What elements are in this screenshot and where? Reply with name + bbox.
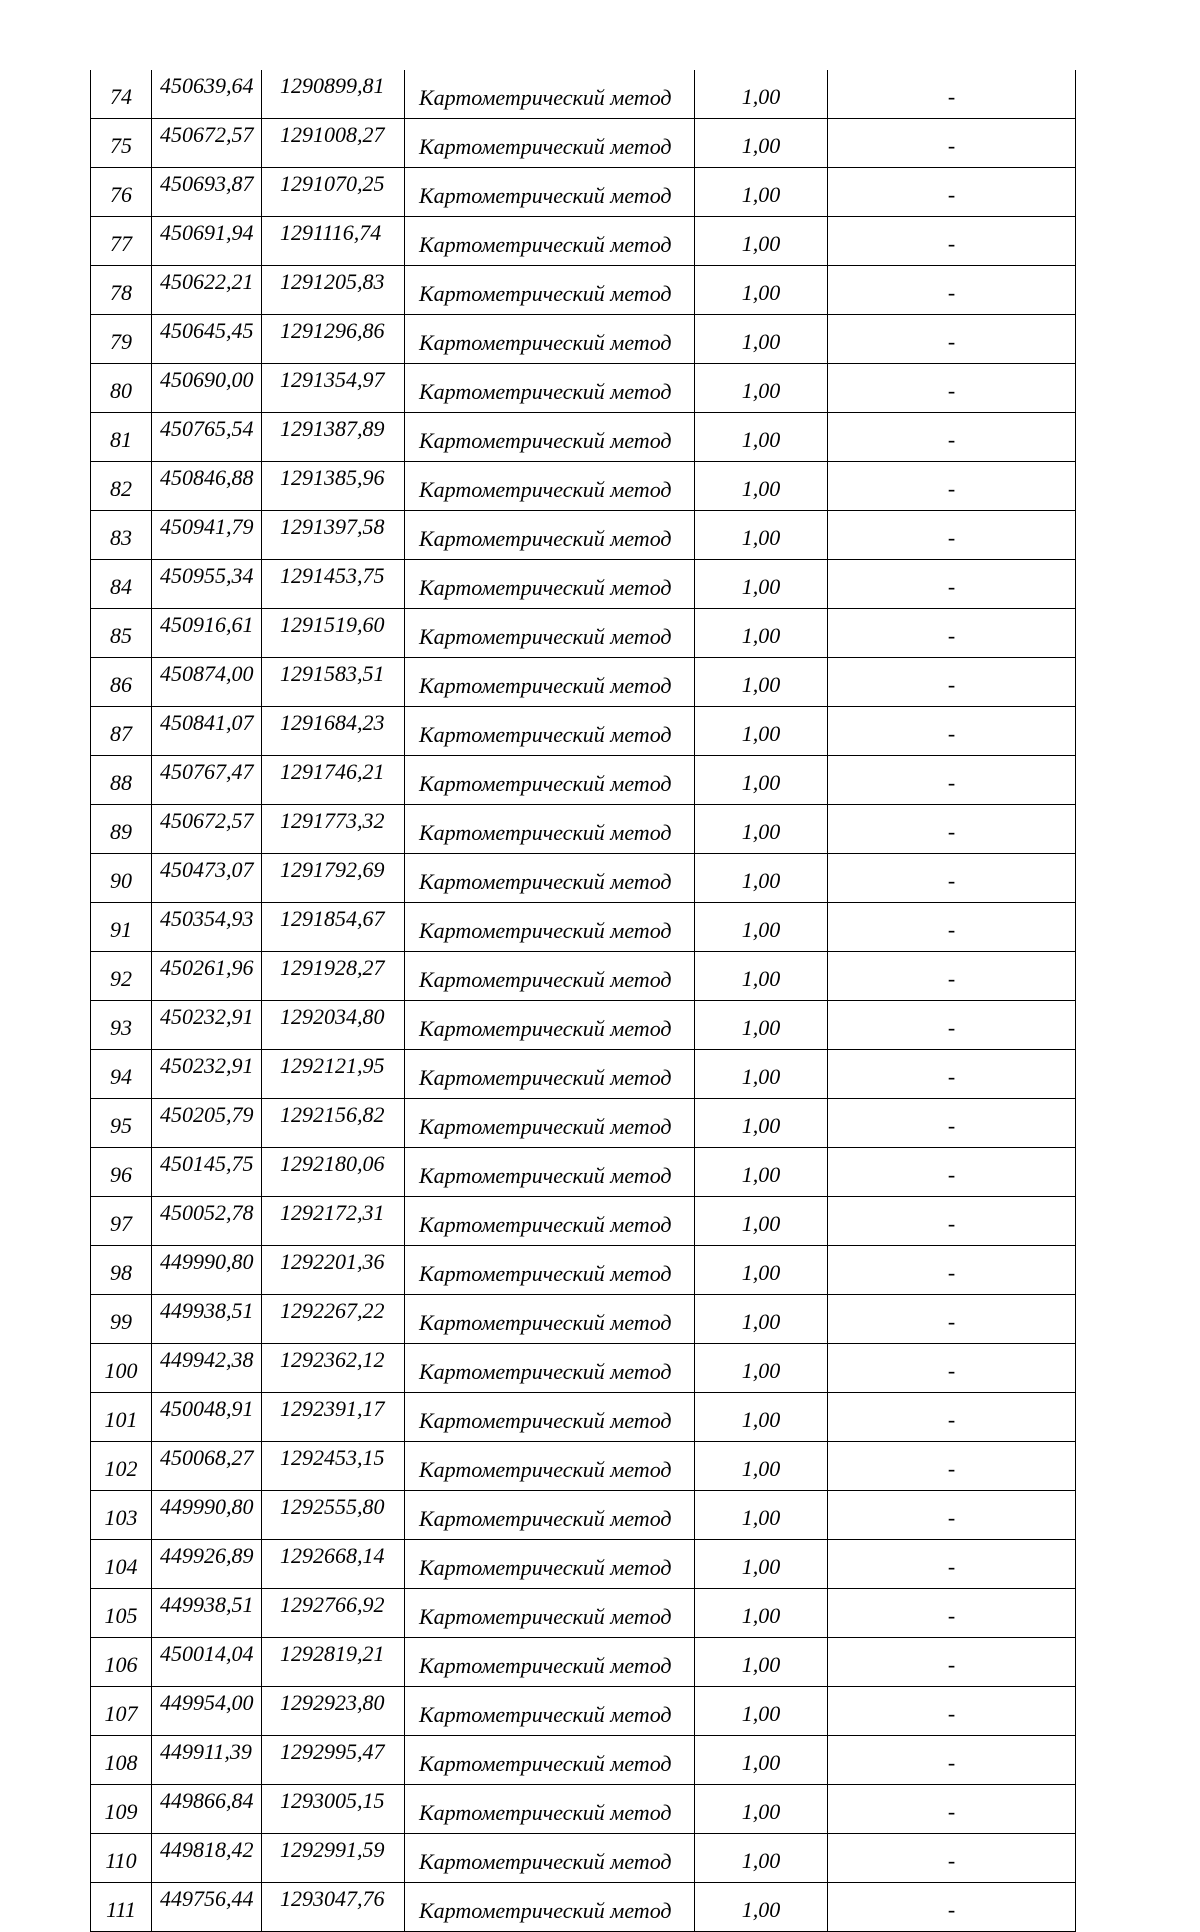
point-number-cell: 84 — [91, 560, 152, 609]
note-cell: - — [828, 1050, 1076, 1099]
y-coordinate-cell: 1291519,60 — [262, 609, 405, 658]
y-coordinate-cell: 1292362,12 — [262, 1344, 405, 1393]
accuracy-cell: 1,00 — [695, 266, 828, 315]
point-number-cell: 107 — [91, 1687, 152, 1736]
y-coordinate-cell: 1291070,25 — [262, 168, 405, 217]
note-cell: - — [828, 1393, 1076, 1442]
x-coordinate-cell: 450145,75 — [152, 1148, 262, 1197]
method-cell: Картометрический метод — [405, 1295, 695, 1344]
y-coordinate-cell: 1292267,22 — [262, 1295, 405, 1344]
method-cell: Картометрический метод — [405, 364, 695, 413]
table-row — [91, 560, 1076, 609]
x-coordinate-cell: 450846,88 — [152, 462, 262, 511]
y-coordinate-cell: 1292453,15 — [262, 1442, 405, 1491]
method-cell: Картометрический метод — [405, 1540, 695, 1589]
note-cell: - — [828, 413, 1076, 462]
y-coordinate-cell: 1291928,27 — [262, 952, 405, 1001]
method-cell: Картометрический метод — [405, 952, 695, 1001]
y-coordinate-cell: 1291684,23 — [262, 707, 405, 756]
coordinates-table — [90, 70, 1076, 1932]
accuracy-cell: 1,00 — [695, 364, 828, 413]
accuracy-cell: 1,00 — [695, 707, 828, 756]
accuracy-cell: 1,00 — [695, 1540, 828, 1589]
table-row — [91, 511, 1076, 560]
table-row — [91, 1001, 1076, 1050]
point-number-cell: 86 — [91, 658, 152, 707]
coordinates-table-body — [91, 70, 1076, 1932]
x-coordinate-cell: 450693,87 — [152, 168, 262, 217]
x-coordinate-cell: 450052,78 — [152, 1197, 262, 1246]
y-coordinate-cell: 1292991,59 — [262, 1834, 405, 1883]
table-row — [91, 756, 1076, 805]
point-number-cell: 76 — [91, 168, 152, 217]
x-coordinate-cell: 449938,51 — [152, 1589, 262, 1638]
method-cell: Картометрический метод — [405, 1687, 695, 1736]
accuracy-cell: 1,00 — [695, 903, 828, 952]
table-row — [91, 217, 1076, 266]
method-cell: Картометрический метод — [405, 1834, 695, 1883]
table-row — [91, 854, 1076, 903]
point-number-cell: 90 — [91, 854, 152, 903]
y-coordinate-cell: 1293005,15 — [262, 1785, 405, 1834]
table-row — [91, 266, 1076, 315]
point-number-cell: 95 — [91, 1099, 152, 1148]
note-cell: - — [828, 707, 1076, 756]
point-number-cell: 74 — [91, 70, 152, 119]
x-coordinate-cell: 450473,07 — [152, 854, 262, 903]
accuracy-cell: 1,00 — [695, 1638, 828, 1687]
method-cell: Картометрический метод — [405, 903, 695, 952]
point-number-cell: 108 — [91, 1736, 152, 1785]
y-coordinate-cell: 1291854,67 — [262, 903, 405, 952]
point-number-cell: 87 — [91, 707, 152, 756]
accuracy-cell: 1,00 — [695, 1491, 828, 1540]
point-number-cell: 105 — [91, 1589, 152, 1638]
note-cell: - — [828, 1834, 1076, 1883]
table-row — [91, 1050, 1076, 1099]
table-row — [91, 1099, 1076, 1148]
accuracy-cell: 1,00 — [695, 217, 828, 266]
note-cell: - — [828, 1344, 1076, 1393]
method-cell: Картометрический метод — [405, 854, 695, 903]
accuracy-cell: 1,00 — [695, 1736, 828, 1785]
accuracy-cell: 1,00 — [695, 413, 828, 462]
y-coordinate-cell: 1292819,21 — [262, 1638, 405, 1687]
x-coordinate-cell: 449756,44 — [152, 1883, 262, 1932]
point-number-cell: 77 — [91, 217, 152, 266]
x-coordinate-cell: 449911,39 — [152, 1736, 262, 1785]
y-coordinate-cell: 1291205,83 — [262, 266, 405, 315]
x-coordinate-cell: 450672,57 — [152, 119, 262, 168]
point-number-cell: 91 — [91, 903, 152, 952]
table-row — [91, 168, 1076, 217]
table-row — [91, 1883, 1076, 1932]
point-number-cell: 100 — [91, 1344, 152, 1393]
point-number-cell: 80 — [91, 364, 152, 413]
accuracy-cell: 1,00 — [695, 1148, 828, 1197]
y-coordinate-cell: 1292172,31 — [262, 1197, 405, 1246]
note-cell: - — [828, 1883, 1076, 1932]
y-coordinate-cell: 1292201,36 — [262, 1246, 405, 1295]
y-coordinate-cell: 1291354,97 — [262, 364, 405, 413]
y-coordinate-cell: 1291397,58 — [262, 511, 405, 560]
accuracy-cell: 1,00 — [695, 1050, 828, 1099]
note-cell: - — [828, 266, 1076, 315]
method-cell: Картометрический метод — [405, 70, 695, 119]
note-cell: - — [828, 1785, 1076, 1834]
point-number-cell: 92 — [91, 952, 152, 1001]
y-coordinate-cell: 1291387,89 — [262, 413, 405, 462]
y-coordinate-cell: 1292391,17 — [262, 1393, 405, 1442]
note-cell: - — [828, 952, 1076, 1001]
method-cell: Картометрический метод — [405, 217, 695, 266]
table-row — [91, 1197, 1076, 1246]
note-cell: - — [828, 1540, 1076, 1589]
method-cell: Картометрический метод — [405, 560, 695, 609]
note-cell: - — [828, 1246, 1076, 1295]
note-cell: - — [828, 119, 1076, 168]
table-row — [91, 315, 1076, 364]
x-coordinate-cell: 450261,96 — [152, 952, 262, 1001]
y-coordinate-cell: 1291116,74 — [262, 217, 405, 266]
x-coordinate-cell: 450672,57 — [152, 805, 262, 854]
note-cell: - — [828, 560, 1076, 609]
note-cell: - — [828, 1148, 1076, 1197]
method-cell: Картометрический метод — [405, 1785, 695, 1834]
method-cell: Картометрический метод — [405, 1393, 695, 1442]
note-cell: - — [828, 1687, 1076, 1736]
method-cell: Картометрический метод — [405, 756, 695, 805]
accuracy-cell: 1,00 — [695, 70, 828, 119]
accuracy-cell: 1,00 — [695, 1785, 828, 1834]
table-row — [91, 1638, 1076, 1687]
note-cell: - — [828, 609, 1076, 658]
method-cell: Картометрический метод — [405, 1001, 695, 1050]
y-coordinate-cell: 1291773,32 — [262, 805, 405, 854]
table-row — [91, 658, 1076, 707]
accuracy-cell: 1,00 — [695, 462, 828, 511]
note-cell: - — [828, 462, 1076, 511]
table-row — [91, 903, 1076, 952]
table-row — [91, 1785, 1076, 1834]
y-coordinate-cell: 1292923,80 — [262, 1687, 405, 1736]
x-coordinate-cell: 449990,80 — [152, 1491, 262, 1540]
accuracy-cell: 1,00 — [695, 560, 828, 609]
y-coordinate-cell: 1292995,47 — [262, 1736, 405, 1785]
accuracy-cell: 1,00 — [695, 1393, 828, 1442]
note-cell: - — [828, 658, 1076, 707]
method-cell: Картометрический метод — [405, 1197, 695, 1246]
point-number-cell: 111 — [91, 1883, 152, 1932]
point-number-cell: 94 — [91, 1050, 152, 1099]
y-coordinate-cell: 1291746,21 — [262, 756, 405, 805]
table-row — [91, 707, 1076, 756]
x-coordinate-cell: 450048,91 — [152, 1393, 262, 1442]
table-row — [91, 70, 1076, 119]
y-coordinate-cell: 1291792,69 — [262, 854, 405, 903]
x-coordinate-cell: 449954,00 — [152, 1687, 262, 1736]
note-cell: - — [828, 756, 1076, 805]
method-cell: Картометрический метод — [405, 266, 695, 315]
note-cell: - — [828, 315, 1076, 364]
point-number-cell: 99 — [91, 1295, 152, 1344]
table-row — [91, 119, 1076, 168]
x-coordinate-cell: 450690,00 — [152, 364, 262, 413]
table-row — [91, 1393, 1076, 1442]
x-coordinate-cell: 450354,93 — [152, 903, 262, 952]
accuracy-cell: 1,00 — [695, 1834, 828, 1883]
table-row — [91, 609, 1076, 658]
point-number-cell: 96 — [91, 1148, 152, 1197]
method-cell: Картометрический метод — [405, 805, 695, 854]
note-cell: - — [828, 854, 1076, 903]
x-coordinate-cell: 449818,42 — [152, 1834, 262, 1883]
point-number-cell: 103 — [91, 1491, 152, 1540]
note-cell: - — [828, 1099, 1076, 1148]
x-coordinate-cell: 450691,94 — [152, 217, 262, 266]
point-number-cell: 89 — [91, 805, 152, 854]
accuracy-cell: 1,00 — [695, 1442, 828, 1491]
note-cell: - — [828, 1736, 1076, 1785]
note-cell: - — [828, 1197, 1076, 1246]
y-coordinate-cell: 1291385,96 — [262, 462, 405, 511]
accuracy-cell: 1,00 — [695, 1197, 828, 1246]
table-row — [91, 1736, 1076, 1785]
accuracy-cell: 1,00 — [695, 1099, 828, 1148]
method-cell: Картометрический метод — [405, 511, 695, 560]
table-row — [91, 413, 1076, 462]
point-number-cell: 85 — [91, 609, 152, 658]
method-cell: Картометрический метод — [405, 1883, 695, 1932]
accuracy-cell: 1,00 — [695, 609, 828, 658]
y-coordinate-cell: 1292121,95 — [262, 1050, 405, 1099]
x-coordinate-cell: 450232,91 — [152, 1050, 262, 1099]
method-cell: Картометрический метод — [405, 658, 695, 707]
point-number-cell: 93 — [91, 1001, 152, 1050]
table-row — [91, 1589, 1076, 1638]
y-coordinate-cell: 1291453,75 — [262, 560, 405, 609]
method-cell: Картометрический метод — [405, 1442, 695, 1491]
table-row — [91, 364, 1076, 413]
method-cell: Картометрический метод — [405, 1344, 695, 1393]
method-cell: Картометрический метод — [405, 609, 695, 658]
x-coordinate-cell: 450205,79 — [152, 1099, 262, 1148]
point-number-cell: 110 — [91, 1834, 152, 1883]
table-row — [91, 1491, 1076, 1540]
x-coordinate-cell: 449938,51 — [152, 1295, 262, 1344]
note-cell: - — [828, 1638, 1076, 1687]
point-number-cell: 88 — [91, 756, 152, 805]
table-row — [91, 952, 1076, 1001]
accuracy-cell: 1,00 — [695, 1344, 828, 1393]
method-cell: Картометрический метод — [405, 1589, 695, 1638]
note-cell: - — [828, 1491, 1076, 1540]
accuracy-cell: 1,00 — [695, 1246, 828, 1295]
y-coordinate-cell: 1292766,92 — [262, 1589, 405, 1638]
note-cell: - — [828, 70, 1076, 119]
table-row — [91, 1246, 1076, 1295]
x-coordinate-cell: 450765,54 — [152, 413, 262, 462]
note-cell: - — [828, 168, 1076, 217]
x-coordinate-cell: 450874,00 — [152, 658, 262, 707]
point-number-cell: 78 — [91, 266, 152, 315]
method-cell: Картометрический метод — [405, 1638, 695, 1687]
method-cell: Картометрический метод — [405, 1736, 695, 1785]
method-cell: Картометрический метод — [405, 1050, 695, 1099]
table-row — [91, 1834, 1076, 1883]
accuracy-cell: 1,00 — [695, 1295, 828, 1344]
x-coordinate-cell: 449866,84 — [152, 1785, 262, 1834]
accuracy-cell: 1,00 — [695, 119, 828, 168]
accuracy-cell: 1,00 — [695, 658, 828, 707]
note-cell: - — [828, 1001, 1076, 1050]
x-coordinate-cell: 450955,34 — [152, 560, 262, 609]
method-cell: Картометрический метод — [405, 1099, 695, 1148]
table-row — [91, 1295, 1076, 1344]
note-cell: - — [828, 511, 1076, 560]
point-number-cell: 82 — [91, 462, 152, 511]
note-cell: - — [828, 1295, 1076, 1344]
accuracy-cell: 1,00 — [695, 168, 828, 217]
y-coordinate-cell: 1291296,86 — [262, 315, 405, 364]
x-coordinate-cell: 450232,91 — [152, 1001, 262, 1050]
accuracy-cell: 1,00 — [695, 1687, 828, 1736]
note-cell: - — [828, 1442, 1076, 1491]
table-row — [91, 805, 1076, 854]
y-coordinate-cell: 1291583,51 — [262, 658, 405, 707]
point-number-cell: 98 — [91, 1246, 152, 1295]
x-coordinate-cell: 449942,38 — [152, 1344, 262, 1393]
accuracy-cell: 1,00 — [695, 1589, 828, 1638]
table-row — [91, 1687, 1076, 1736]
y-coordinate-cell: 1292555,80 — [262, 1491, 405, 1540]
y-coordinate-cell: 1292034,80 — [262, 1001, 405, 1050]
point-number-cell: 83 — [91, 511, 152, 560]
point-number-cell: 79 — [91, 315, 152, 364]
x-coordinate-cell: 450767,47 — [152, 756, 262, 805]
method-cell: Картометрический метод — [405, 315, 695, 364]
point-number-cell: 97 — [91, 1197, 152, 1246]
point-number-cell: 75 — [91, 119, 152, 168]
table-row — [91, 1344, 1076, 1393]
y-coordinate-cell: 1293047,76 — [262, 1883, 405, 1932]
method-cell: Картометрический метод — [405, 413, 695, 462]
y-coordinate-cell: 1292180,06 — [262, 1148, 405, 1197]
accuracy-cell: 1,00 — [695, 315, 828, 364]
point-number-cell: 81 — [91, 413, 152, 462]
method-cell: Картометрический метод — [405, 707, 695, 756]
x-coordinate-cell: 450645,45 — [152, 315, 262, 364]
x-coordinate-cell: 450941,79 — [152, 511, 262, 560]
y-coordinate-cell: 1291008,27 — [262, 119, 405, 168]
method-cell: Картометрический метод — [405, 1148, 695, 1197]
x-coordinate-cell: 450639,64 — [152, 70, 262, 119]
note-cell: - — [828, 805, 1076, 854]
method-cell: Картометрический метод — [405, 462, 695, 511]
x-coordinate-cell: 450622,21 — [152, 266, 262, 315]
x-coordinate-cell: 449926,89 — [152, 1540, 262, 1589]
y-coordinate-cell: 1292156,82 — [262, 1099, 405, 1148]
method-cell: Картометрический метод — [405, 168, 695, 217]
accuracy-cell: 1,00 — [695, 854, 828, 903]
point-number-cell: 106 — [91, 1638, 152, 1687]
accuracy-cell: 1,00 — [695, 511, 828, 560]
x-coordinate-cell: 450841,07 — [152, 707, 262, 756]
method-cell: Картометрический метод — [405, 119, 695, 168]
accuracy-cell: 1,00 — [695, 952, 828, 1001]
y-coordinate-cell: 1292668,14 — [262, 1540, 405, 1589]
x-coordinate-cell: 449990,80 — [152, 1246, 262, 1295]
method-cell: Картометрический метод — [405, 1246, 695, 1295]
table-row — [91, 1148, 1076, 1197]
point-number-cell: 104 — [91, 1540, 152, 1589]
accuracy-cell: 1,00 — [695, 756, 828, 805]
x-coordinate-cell: 450014,04 — [152, 1638, 262, 1687]
table-row — [91, 1540, 1076, 1589]
point-number-cell: 109 — [91, 1785, 152, 1834]
accuracy-cell: 1,00 — [695, 805, 828, 854]
note-cell: - — [828, 364, 1076, 413]
note-cell: - — [828, 1589, 1076, 1638]
point-number-cell: 101 — [91, 1393, 152, 1442]
table-row — [91, 1442, 1076, 1491]
method-cell: Картометрический метод — [405, 1491, 695, 1540]
note-cell: - — [828, 217, 1076, 266]
x-coordinate-cell: 450068,27 — [152, 1442, 262, 1491]
table-row — [91, 462, 1076, 511]
x-coordinate-cell: 450916,61 — [152, 609, 262, 658]
accuracy-cell: 1,00 — [695, 1883, 828, 1932]
note-cell: - — [828, 903, 1076, 952]
y-coordinate-cell: 1290899,81 — [262, 70, 405, 119]
accuracy-cell: 1,00 — [695, 1001, 828, 1050]
point-number-cell: 102 — [91, 1442, 152, 1491]
